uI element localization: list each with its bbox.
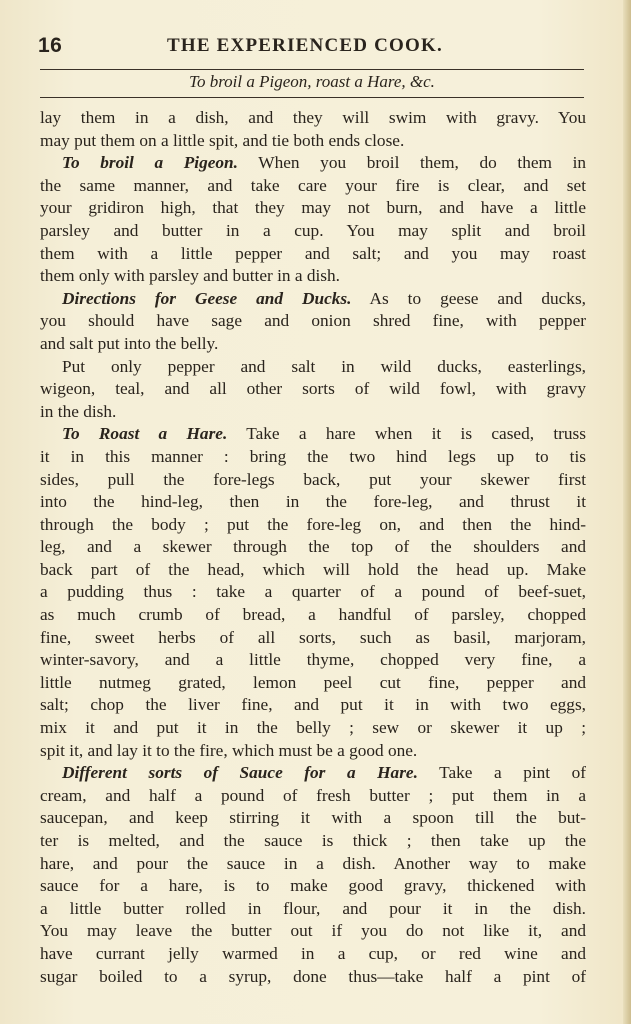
text-line bbox=[40, 762, 586, 785]
text-line bbox=[40, 672, 586, 695]
recipe-heading: Different sorts of Sauce for a Hare. bbox=[62, 763, 418, 783]
line-text: lay them in a dish, and they will swim with gravy. You bbox=[40, 108, 586, 127]
line-text: Take a hare when it is cased, truss bbox=[227, 424, 586, 444]
line-text: When you broil them, do them in bbox=[237, 153, 586, 173]
text-line bbox=[40, 807, 586, 830]
text-line bbox=[40, 243, 586, 266]
line-text: a little butter rolled in flour, and pour it in the dish. bbox=[40, 898, 586, 918]
recipe-body-text bbox=[40, 107, 586, 988]
text-line bbox=[40, 559, 586, 582]
line-text: wigeon, teal, and all other sorts of wild fowl, with gravy bbox=[40, 379, 586, 399]
line-text: As to geese and ducks, bbox=[351, 288, 586, 308]
text-line bbox=[40, 830, 586, 853]
recipe-heading: To Roast a Hare. bbox=[62, 424, 228, 444]
line-text: spit it, and lay it to the fire, which must be a good one. bbox=[40, 740, 418, 760]
text-line bbox=[40, 423, 586, 446]
text-line bbox=[40, 581, 586, 604]
text-line bbox=[40, 378, 586, 401]
line-text: as much crumb of bread, a handful of parsley, chopped bbox=[40, 605, 586, 625]
line-text: in the dish. bbox=[40, 401, 117, 421]
text-line bbox=[40, 401, 586, 424]
text-line bbox=[40, 740, 586, 763]
header-rule-top bbox=[40, 69, 584, 70]
text-line bbox=[40, 853, 586, 876]
line-text: little nutmeg grated, lemon peel cut fine, pepper and bbox=[40, 672, 586, 692]
line-text: have currant jelly warmed in a cup, or red wine and bbox=[40, 943, 586, 963]
line-text: them only with parsley and butter in a dish. bbox=[40, 266, 340, 286]
text-line bbox=[40, 898, 586, 921]
recipe-heading: To broil a Pigeon. bbox=[62, 153, 238, 173]
page-number: 16 bbox=[38, 34, 63, 57]
header-rule-bottom bbox=[40, 97, 584, 98]
text-line bbox=[40, 649, 586, 672]
line-text: back part of the head, which will hold the head up. Make bbox=[40, 559, 586, 579]
text-line bbox=[40, 966, 586, 989]
text-line bbox=[40, 446, 586, 469]
text-line bbox=[40, 920, 586, 943]
text-line bbox=[40, 265, 586, 288]
text-line bbox=[40, 197, 586, 220]
recipe-heading: Directions for Geese and Ducks. bbox=[62, 288, 352, 308]
text-line bbox=[40, 627, 586, 650]
line-text: fine, sweet herbs of all sorts, such as basil, marjoram, bbox=[40, 627, 586, 647]
line-text: mix it and put it in the belly ; sew or skewer it up ; bbox=[40, 718, 586, 738]
text-line bbox=[40, 469, 586, 492]
running-title: THE EXPERIENCED COOK. bbox=[167, 35, 443, 56]
text-line bbox=[40, 491, 586, 514]
text-line bbox=[40, 536, 586, 559]
line-text: a pudding thus : take a quarter of a pound of beef-suet, bbox=[40, 582, 586, 602]
line-text: the same manner, and take care your fire is clear, and set bbox=[40, 175, 586, 195]
line-text: saucepan, and keep stirring it with a spoon till the but- bbox=[40, 808, 586, 828]
line-text: salt; chop the liver fine, and put it in with two eggs, bbox=[40, 695, 586, 715]
line-text: sauce for a hare, is to make good gravy, thickened with bbox=[40, 876, 586, 896]
line-text: into the hind-leg, then in the fore-leg, and thrust it bbox=[40, 492, 586, 512]
text-line bbox=[40, 717, 586, 740]
text-line bbox=[40, 943, 586, 966]
line-text: Take a pint of bbox=[417, 763, 586, 783]
text-line bbox=[40, 785, 586, 808]
text-line bbox=[40, 604, 586, 627]
line-text: it in this manner : bring the two hind legs up to tis bbox=[40, 446, 586, 466]
text-line bbox=[40, 152, 586, 175]
line-text: leg, and a skewer through the top of the shoulders and bbox=[40, 537, 586, 557]
line-text: you should have sage and onion shred fine, with pepper bbox=[40, 311, 586, 331]
page-header bbox=[38, 34, 584, 68]
section-sub-heading: To broil a Pigeon, roast a Hare, &c. bbox=[189, 72, 435, 91]
line-text: You may leave the butter out if you do not like it, and bbox=[40, 921, 586, 941]
line-text: may put them on a little spit, and tie both ends close. bbox=[40, 130, 405, 150]
text-line bbox=[40, 356, 586, 379]
text-line bbox=[40, 694, 586, 717]
line-text: sides, pull the fore-legs back, put your skewer first bbox=[40, 469, 586, 489]
line-text: parsley and butter in a cup. You may split and broil bbox=[40, 220, 586, 240]
text-line bbox=[40, 514, 586, 537]
text-line bbox=[40, 107, 586, 130]
line-text: ter is melted, and the sauce is thick ; then take up the bbox=[40, 831, 586, 850]
line-text: winter-savory, and a little thyme, chopped very fine, a bbox=[40, 650, 586, 670]
text-line bbox=[40, 220, 586, 243]
line-text: Put only pepper and salt in wild ducks, easterlings, bbox=[62, 356, 586, 376]
line-text: sugar boiled to a syrup, done thus—take half a pint of bbox=[40, 966, 586, 986]
text-line bbox=[40, 875, 586, 898]
text-line bbox=[40, 288, 586, 311]
text-line bbox=[40, 310, 586, 333]
line-text: and salt put into the belly. bbox=[40, 333, 219, 353]
line-text: them with a little pepper and salt; and you may roast bbox=[40, 243, 586, 263]
line-text: hare, and pour the sauce in a dish. Another way to make bbox=[40, 853, 586, 873]
text-line bbox=[40, 130, 586, 153]
text-line bbox=[40, 175, 586, 198]
text-line bbox=[40, 333, 586, 356]
line-text: through the body ; put the fore-leg on, and then the hind- bbox=[40, 514, 586, 534]
page-edge bbox=[623, 0, 631, 1024]
line-text: cream, and half a pound of fresh butter ; put them in a bbox=[40, 785, 586, 805]
line-text: your gridiron high, that they may not burn, and have a little bbox=[40, 198, 586, 218]
